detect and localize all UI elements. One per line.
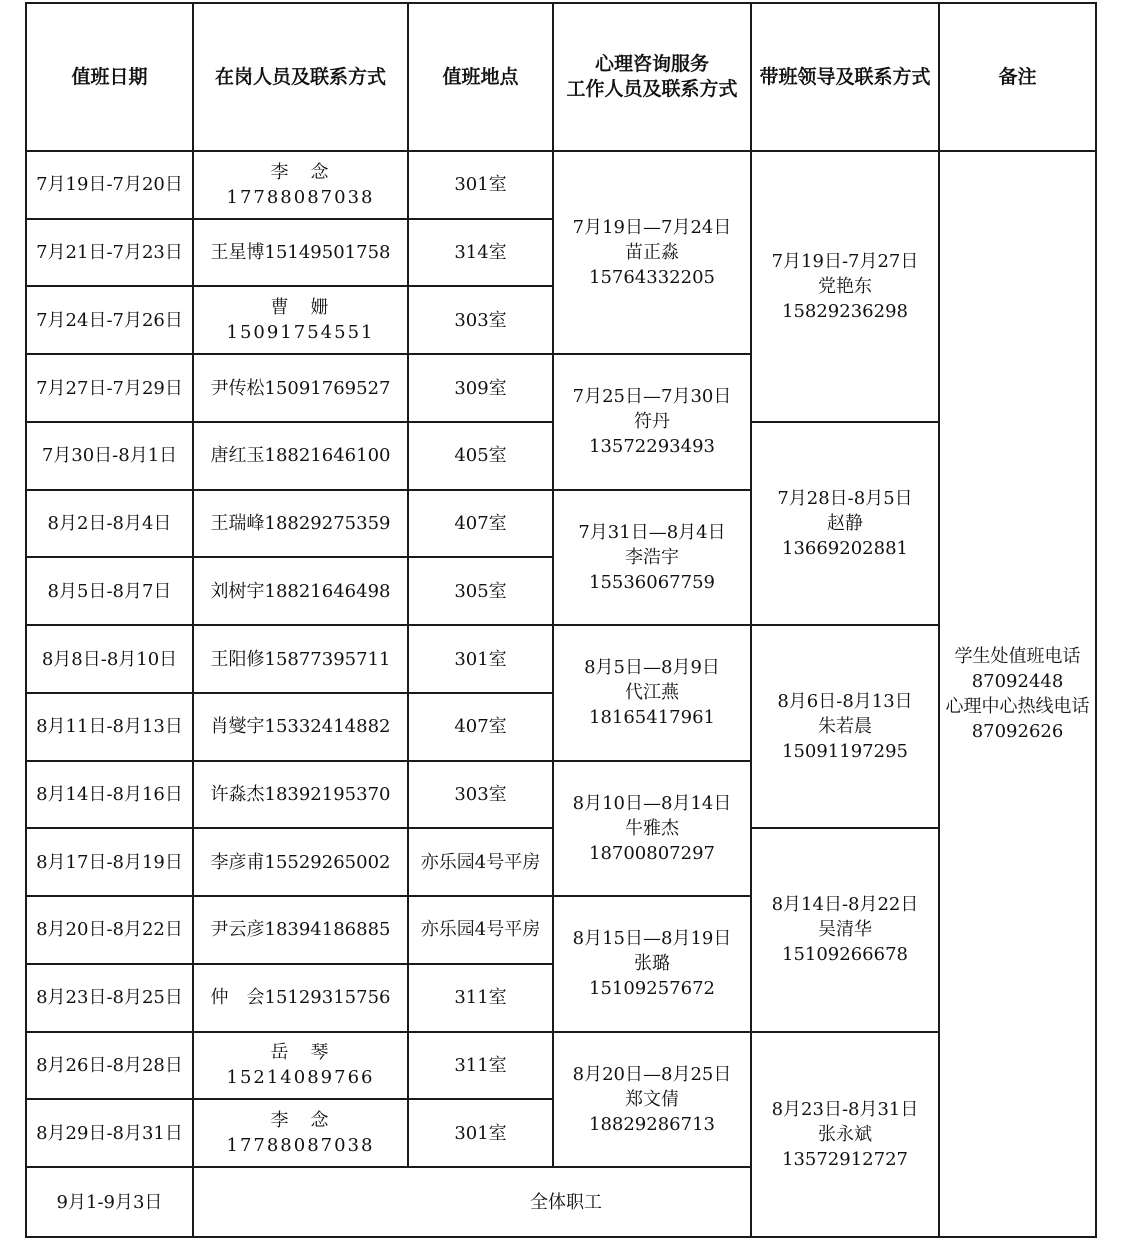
- counselor-cell: [553, 896, 751, 1031]
- counselor-period: 8月5日—8月9日: [584, 657, 720, 679]
- counselor-phone: 18829286713: [589, 1113, 715, 1135]
- counselor-period: 7月25日—7月30日: [572, 386, 732, 408]
- duty-location: 301室: [408, 625, 553, 693]
- duty-location: 305室: [408, 557, 553, 625]
- duty-staff: 曹 姗15091754551: [193, 286, 408, 354]
- duty-staff: 李 念17788087038: [193, 1099, 408, 1167]
- table-row-final: [26, 1167, 1096, 1237]
- duty-staff: 刘树宇18821646498: [193, 557, 408, 625]
- duty-date: 8月26日-8月28日: [26, 1032, 193, 1100]
- duty-staff: 王阳修15877395711: [193, 625, 408, 693]
- duty-staff: 王瑞峰18829275359: [193, 490, 408, 558]
- counselor-name: 代江燕: [625, 682, 679, 704]
- header-date: 值班日期: [26, 3, 193, 151]
- duty-location: 407室: [408, 490, 553, 558]
- leader-phone: 15829236298: [782, 300, 908, 322]
- table-row: [26, 1032, 1096, 1100]
- header-counsel-line2: 工作人员及联系方式: [566, 78, 738, 100]
- table-row: [26, 625, 1096, 693]
- header-location: 值班地点: [408, 3, 553, 151]
- counselor-phone: 15536067759: [589, 571, 715, 593]
- duty-date: 8月2日-8月4日: [26, 490, 193, 558]
- duty-date: 8月29日-8月31日: [26, 1099, 193, 1167]
- table-row: [26, 151, 1096, 219]
- counselor-cell: [553, 625, 751, 760]
- duty-location: 301室: [408, 151, 553, 219]
- leader-name: 赵静: [827, 513, 863, 535]
- duty-location: 311室: [408, 1032, 553, 1100]
- duty-staff: 许淼杰18392195370: [193, 761, 408, 829]
- leader-period: 8月6日-8月13日: [777, 691, 913, 713]
- remarks-line1: 学生处值班电话: [954, 646, 1081, 667]
- duty-staff: 王星博15149501758: [193, 219, 408, 287]
- duty-date: 7月24日-7月26日: [26, 286, 193, 354]
- counselor-phone: 13572293493: [589, 436, 715, 458]
- duty-staff: 李彦甫15529265002: [193, 828, 408, 896]
- counselor-phone: 18700807297: [589, 842, 715, 864]
- duty-location: 407室: [408, 693, 553, 761]
- duty-staff: 李 念17788087038: [193, 151, 408, 219]
- duty-date: 8月17日-8月19日: [26, 828, 193, 896]
- duty-date: 8月8日-8月10日: [26, 625, 193, 693]
- leader-period: 7月28日-8月5日: [777, 488, 913, 510]
- final-date: 9月1-9月3日: [26, 1167, 193, 1237]
- duty-schedule-table: [25, 2, 1097, 1238]
- header-counsel-line1: 心理咨询服务: [594, 53, 709, 75]
- duty-location: 亦乐园4号平房: [408, 896, 553, 964]
- leader-name: 朱若晨: [818, 716, 872, 738]
- duty-date: 7月30日-8月1日: [26, 422, 193, 490]
- duty-date: 8月5日-8月7日: [26, 557, 193, 625]
- remarks-line2: 87092448: [971, 671, 1064, 692]
- duty-location: 309室: [408, 354, 553, 422]
- counselor-period: 7月19日—7月24日: [572, 217, 732, 239]
- remarks-cell: [939, 151, 1096, 1237]
- counselor-name: 符丹: [634, 411, 670, 433]
- counselor-name: 牛雅杰: [625, 817, 679, 839]
- duty-date: 8月23日-8月25日: [26, 964, 193, 1032]
- leader-period: 7月19日-7月27日: [771, 250, 919, 272]
- duty-date: 8月20日-8月22日: [26, 896, 193, 964]
- duty-date: 7月21日-7月23日: [26, 219, 193, 287]
- leader-cell: [751, 422, 939, 625]
- duty-staff: 尹云彦18394186885: [193, 896, 408, 964]
- leader-name: 吴清华: [818, 919, 872, 941]
- duty-location: 314室: [408, 219, 553, 287]
- remarks-line3: 心理中心热线电话: [945, 696, 1090, 717]
- duty-date: 7月27日-7月29日: [26, 354, 193, 422]
- duty-staff: 尹传松15091769527: [193, 354, 408, 422]
- counselor-cell: [553, 354, 751, 489]
- header-staff: 在岗人员及联系方式: [193, 3, 408, 151]
- leader-period: 8月23日-8月31日: [771, 1098, 919, 1120]
- counselor-phone: 18165417961: [589, 707, 715, 729]
- duty-date: 7月19日-7月20日: [26, 151, 193, 219]
- counselor-cell: [553, 761, 751, 896]
- remarks-line4: 87092626: [971, 721, 1064, 742]
- leader-cell: [751, 828, 939, 1031]
- duty-location: 405室: [408, 422, 553, 490]
- counselor-period: 8月10日—8月14日: [572, 792, 732, 814]
- leader-name: 党艳东: [818, 275, 872, 297]
- header-remarks: 备注: [939, 3, 1096, 151]
- counselor-period: 8月15日—8月19日: [572, 928, 732, 950]
- leader-phone: 15091197295: [782, 741, 908, 763]
- duty-location: 311室: [408, 964, 553, 1032]
- counselor-name: 苗正淼: [625, 242, 679, 264]
- final-note: 全体职工: [193, 1167, 939, 1237]
- duty-date: 8月14日-8月16日: [26, 761, 193, 829]
- leader-cell: [751, 151, 939, 422]
- leader-phone: 13669202881: [782, 538, 908, 560]
- duty-location: 303室: [408, 286, 553, 354]
- counselor-name: 李浩宇: [625, 546, 679, 568]
- leader-phone: 15109266678: [782, 944, 908, 966]
- counselor-period: 8月20日—8月25日: [572, 1063, 732, 1085]
- duty-location: 301室: [408, 1099, 553, 1167]
- leader-name: 张永斌: [818, 1123, 872, 1145]
- duty-location: 303室: [408, 761, 553, 829]
- leader-phone: 13572912727: [782, 1148, 908, 1170]
- leader-cell: [751, 625, 939, 828]
- duty-staff: 岳 琴15214089766: [193, 1032, 408, 1100]
- header-row: [26, 3, 1096, 151]
- header-leader: 带班领导及联系方式: [751, 3, 939, 151]
- counselor-phone: 15764332205: [589, 267, 715, 289]
- leader-period: 8月14日-8月22日: [771, 894, 919, 916]
- duty-staff: 肖燮宇15332414882: [193, 693, 408, 761]
- duty-staff: 仲 会15129315756: [193, 964, 408, 1032]
- counselor-name: 郑文倩: [625, 1088, 679, 1110]
- counselor-period: 7月31日—8月4日: [578, 521, 726, 543]
- counselor-name: 张璐: [634, 953, 670, 975]
- duty-date: 8月11日-8月13日: [26, 693, 193, 761]
- duty-staff: 唐红玉18821646100: [193, 422, 408, 490]
- counselor-phone: 15109257672: [589, 978, 715, 1000]
- counselor-cell: [553, 151, 751, 354]
- counselor-cell: [553, 1032, 751, 1167]
- counselor-cell: [553, 490, 751, 625]
- duty-location: 亦乐园4号平房: [408, 828, 553, 896]
- header-counsel: [553, 3, 751, 151]
